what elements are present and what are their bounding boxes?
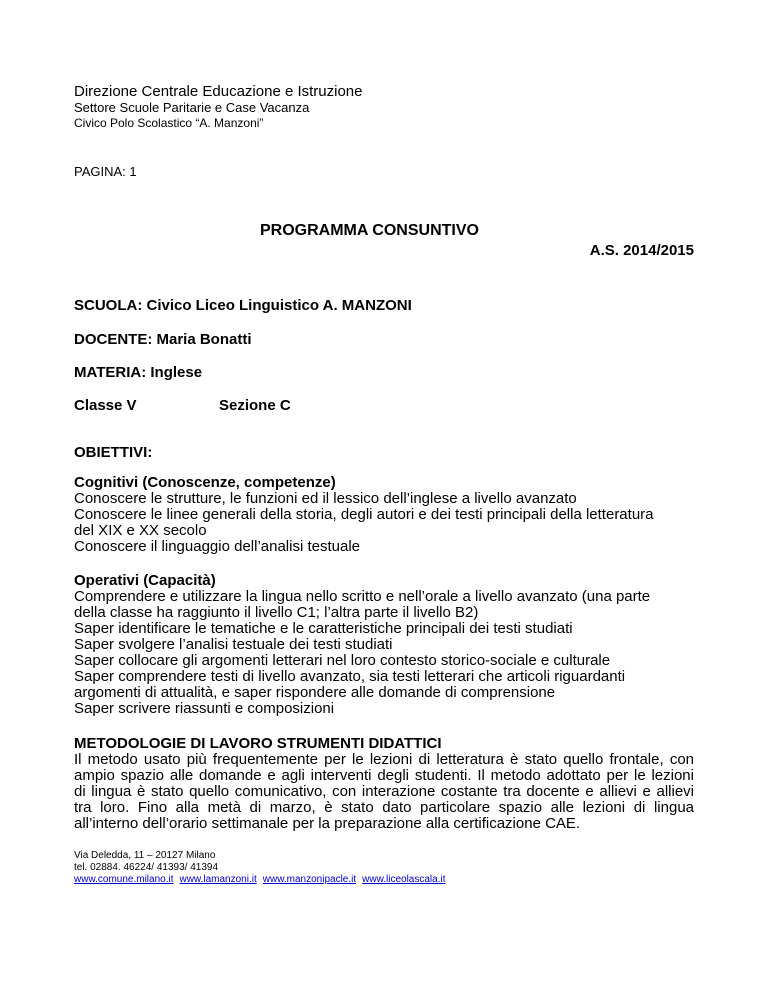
operativi-heading: Operativi (Capacità) [74,572,216,589]
metodologie-line: tra loro. Fino alla metà di marzo, è stato dato particolare spazio alle lezioni di lingua [74,800,694,816]
cognitivi-line: Conoscere le linee generali della storia, degli autori e dei testi principali della letteratura [74,506,654,523]
header-line-3: Civico Polo Scolastico “A. Manzoni” [74,116,264,130]
footer-link-lamanzoni[interactable]: www.lamanzoni.it [179,874,257,885]
header-line-1: Direzione Centrale Educazione e Istruzione [74,83,363,100]
operativi-section [74,573,694,717]
cognitivi-heading: Cognitivi (Conoscenze, competenze) [74,474,336,491]
operativi-line: argomenti di attualità, e saper rispondere alle domande di comprensione [74,684,556,701]
cognitivi-line: Conoscere il linguaggio dell’analisi testuale [74,538,361,555]
field-scuola: SCUOLA: Civico Liceo Linguistico A. MANZONI [74,297,412,314]
obiettivi-heading: OBIETTIVI: [74,444,153,461]
cognitivi-line: Conoscere le strutture, le funzioni ed il lessico dell’inglese a livello avanzato [74,490,577,507]
metodologie-line: di lingua è stato quello comunicativo, con interazione costante tra docente e allievi e allievi [74,784,694,800]
header-line-2: Settore Scuole Paritarie e Case Vacanza [74,100,310,115]
metodologie-section [74,736,694,832]
document-title: PROGRAMMA CONSUNTIVO [260,222,479,239]
school-year: A.S. 2014/2015 [589,242,694,259]
cognitivi-section [74,475,694,555]
field-materia: MATERIA: Inglese [74,364,203,381]
footer [74,850,452,886]
footer-link-comune[interactable]: www.comune.milano.it [74,874,174,885]
footer-link-manzonipacle[interactable]: www.manzonipacle.it [262,874,357,885]
cognitivi-line: del XIX e XX secolo [74,522,207,539]
operativi-line: della classe ha raggiunto il livello C1; l’altra parte il livello B2) [74,604,479,621]
field-sezione: Sezione C [219,397,291,414]
metodologie-line: all’interno dell’orario settimanale per la preparazione alla certificazione CAE. [74,815,581,832]
operativi-line: Saper comprendere testi di livello avanzato, sia testi letterari che articoli riguardanti [74,668,626,685]
operativi-line: Saper scrivere riassunti e composizioni [74,700,335,717]
metodologie-heading: METODOLOGIE DI LAVORO STRUMENTI DIDATTICI [74,735,442,752]
footer-phone: tel. 02884. 46224/ 41393/ 41394 [74,862,219,873]
operativi-line: Saper svolgere l’analisi testuale dei testi studiati [74,636,393,653]
field-docente: DOCENTE: Maria Bonatti [74,331,252,348]
operativi-line: Saper identificare le tematiche e le caratteristiche principali dei testi studiati [74,620,573,637]
footer-link-liceolascala[interactable]: www.liceolascala.it [362,874,446,885]
footer-address: Via Deledda, 11 – 20127 Milano [74,850,216,861]
operativi-line: Comprendere e utilizzare la lingua nello scritto e nell’orale a livello avanzato (una parte [74,588,651,605]
metodologie-line: ampio spazio alle domande e agli interventi degli studenti. Il metodo adottato per le lezioni [74,768,694,784]
field-classe: Classe V [74,397,137,414]
operativi-line: Saper collocare gli argomenti letterari nel loro contesto storico-sociale e culturale [74,652,611,669]
page-label: PAGINA: 1 [74,164,137,179]
footer-links [74,874,452,886]
metodologie-line: Il metodo usato più frequentemente per le lezioni di letteratura è stato quello frontale, con [74,752,694,768]
